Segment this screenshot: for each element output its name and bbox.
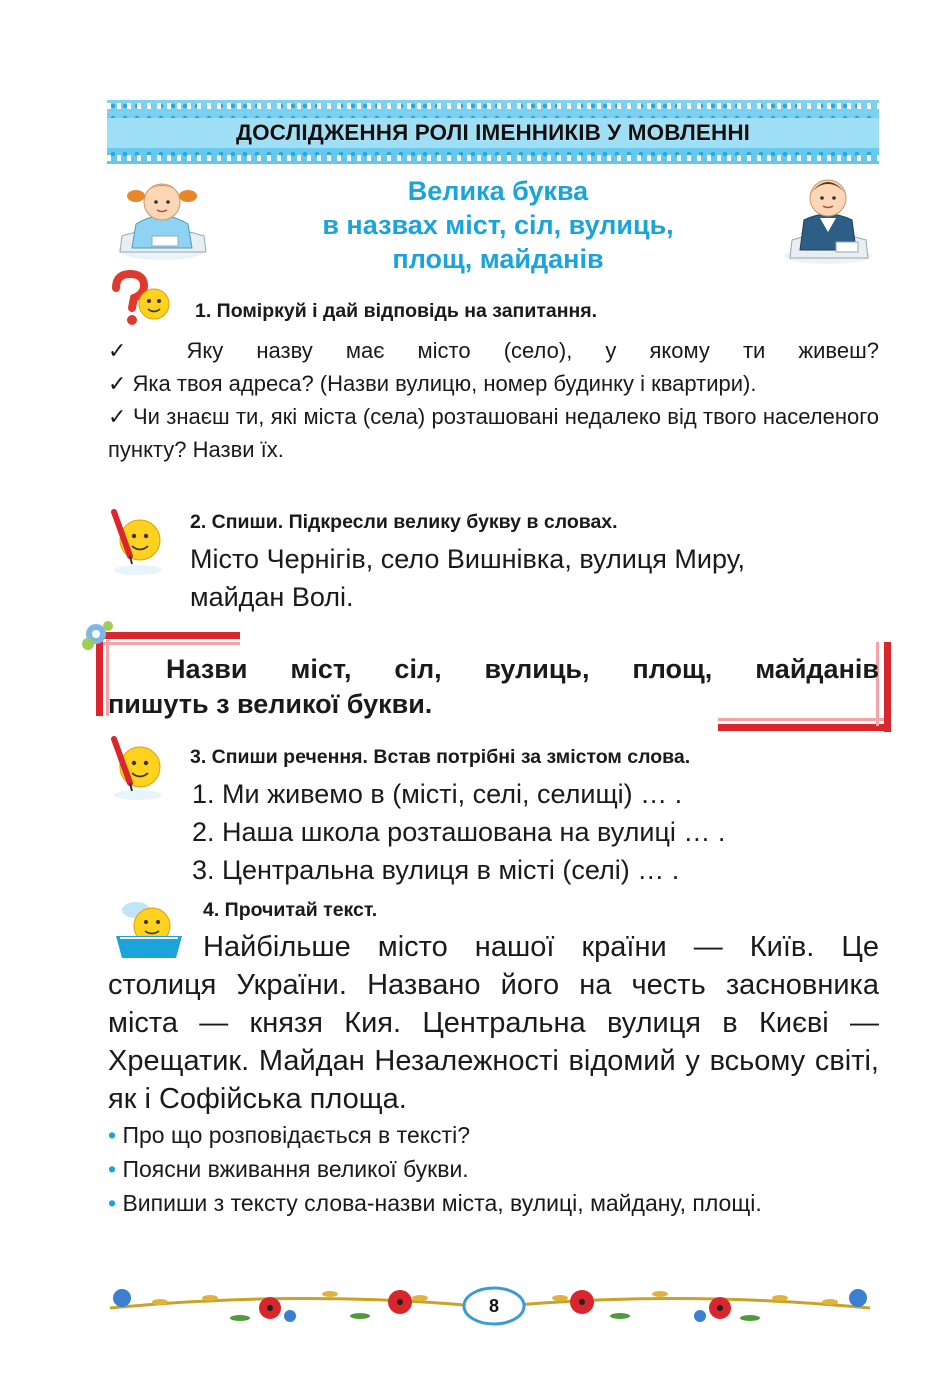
rule-line-1: Назви міст, сіл, вулиць, площ, майданів <box>166 654 879 684</box>
topic-line-1: Велика буква <box>407 176 589 206</box>
writing-smiley-icon <box>108 508 166 578</box>
sentence-item: 3. Центральна вулиця в місті (селі) … . <box>192 855 680 885</box>
page-number: 8 <box>488 1296 499 1316</box>
writing-smiley-icon <box>108 735 166 803</box>
task-4-questions <box>108 1118 879 1220</box>
bullet: • <box>108 1122 117 1148</box>
topic-heading <box>230 174 766 276</box>
task-3-title: 3. Спиши речення. Встав потрібні за змістом слова. <box>190 746 691 768</box>
task-2-title: 2. Спиши. Підкресли велику букву в словах. <box>190 511 618 533</box>
sentence-item: 2. Наша школа розташована на вулиці … . <box>192 817 726 847</box>
task-4-title: 4. Прочитай текст. <box>203 899 378 921</box>
task-4-text <box>108 928 879 1118</box>
bullet: • <box>108 1190 117 1216</box>
task-1-questions <box>108 334 879 466</box>
task-3-sentences <box>192 775 882 889</box>
header-banner <box>107 100 879 164</box>
question-item: ✓ Чи знаєш ти, які міста (села) розташовані недалеко від твого населеного пункту? Назви їх. <box>108 404 879 462</box>
text-first-line: Найбільше місто нашої країни — Київ. Це <box>203 931 879 963</box>
question-item: • Поясни вживання великої букви. <box>108 1156 469 1182</box>
section-title: ДОСЛІДЖЕННЯ РОЛІ ІМЕННИКІВ У МОВЛЕННІ <box>235 120 751 145</box>
example-line-2: майдан Волі. <box>190 582 354 612</box>
example-line-1: Місто Чернігів, село Вишнівка, вулиця Миру, <box>190 544 745 574</box>
text-rest: столиця України. Названо його на честь засновника міста — князя Кия. Центральна вулиця в Києві — Хрещатик. Майдан Незалежності відомий у всьому світі, як і Софійська площа. <box>108 969 879 1115</box>
task-1-title: 1. Поміркуй і дай відповідь на запитання. <box>195 300 598 322</box>
topic-line-2: в назвах міст, сіл, вулиць, <box>322 210 674 240</box>
question-item: • Випиши з тексту слова-назви міста, вулиці, майдану, площі. <box>108 1190 762 1216</box>
question-item: • Про що розповідається в тексті? <box>108 1122 470 1148</box>
header-strip <box>107 118 879 148</box>
question-item: ✓ Яка твоя адреса? (Назви вулицю, номер будинку і квартири). <box>108 371 757 396</box>
bullet: • <box>108 1156 117 1182</box>
task-2-example <box>190 540 880 616</box>
topic-line-3: площ, майданів <box>392 244 604 274</box>
question-smiley-icon <box>108 270 174 328</box>
boy-illustration-icon <box>778 166 878 266</box>
rule-text <box>108 652 879 722</box>
rule-line-2: пишуть з великої букви. <box>108 689 433 719</box>
sentence-item: 1. Ми живемо в (місті, селі, селищі) … . <box>192 779 683 809</box>
question-item: ✓ Яку назву має місто (село), у якому ти живеш? <box>108 338 879 363</box>
girl-illustration-icon <box>112 166 212 262</box>
